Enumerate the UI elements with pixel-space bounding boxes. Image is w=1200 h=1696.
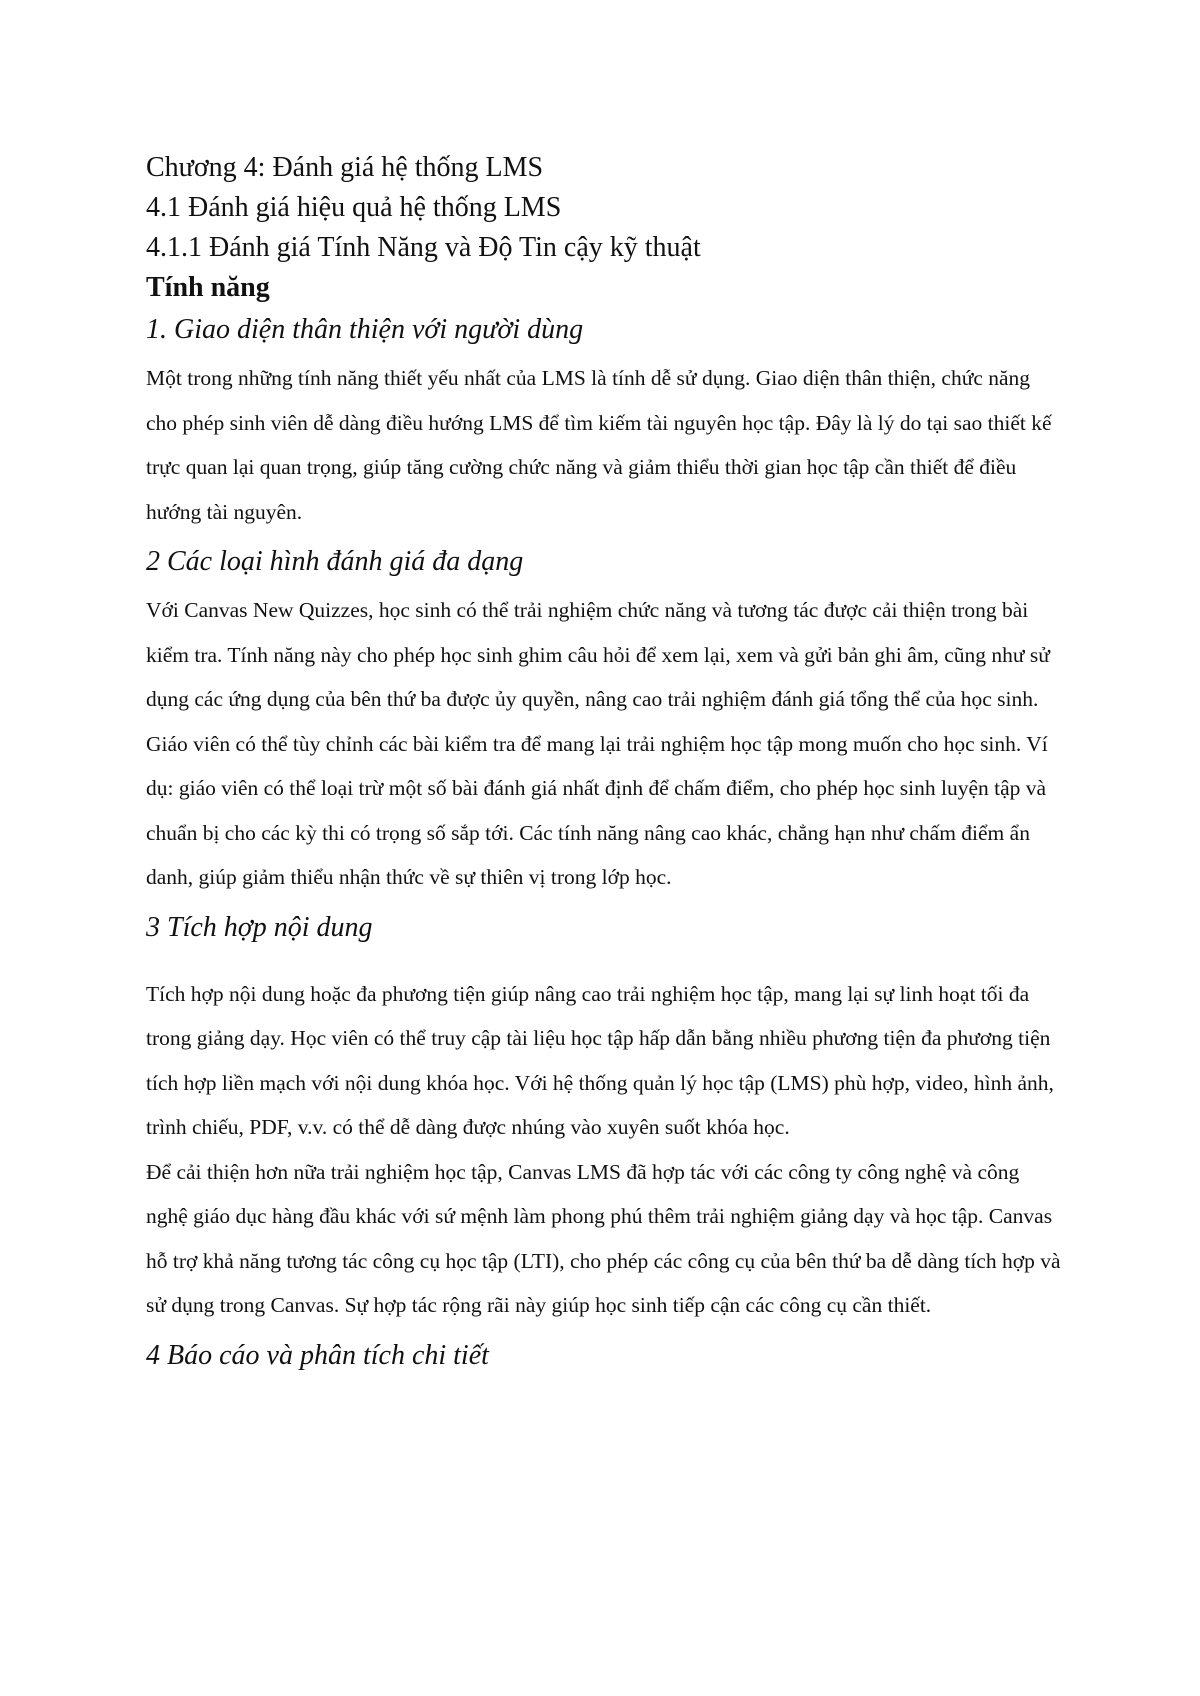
subsection-title: 4.1.1 Đánh giá Tính Năng và Độ Tin cậy kỹ thuật xyxy=(146,232,701,263)
item-2-paragraph-1: Với Canvas New Quizzes, học sinh có thể trải nghiệm chức năng và tương tác được cải thiện trong bài kiểm tra. Tính năng này cho phép học sinh ghim câu hỏi để xem lại, xem và gửi bản ghi âm, cũng như sử dụng các ứng dụng của bên thứ ba được ủy quyền, nâng cao trải nghiệm đánh giá tổng thể của học sinh. xyxy=(146,598,1050,711)
features-heading: Tính năng xyxy=(146,272,270,303)
document-page xyxy=(146,148,1066,1382)
chapter-title: Chương 4: Đánh giá hệ thống LMS xyxy=(146,152,544,183)
item-1-paragraph-1: Một trong những tính năng thiết yếu nhất của LMS là tính dễ sử dụng. Giao diện thân thiện, chức năng cho phép sinh viên dễ dàng điều hướng LMS để tìm kiếm tài nguyên học tập. Đây là lý do tại sao thiết kế trực quan lại quan trọng, giúp tăng cường chức năng và giảm thiểu thời gian học tập cần thiết để điều hướng tài nguyên. xyxy=(146,366,1052,524)
item-heading-2: 2 Các loại hình đánh giá đa dạng xyxy=(146,546,524,577)
item-heading-4: 4 Báo cáo và phân tích chi tiết xyxy=(146,1339,489,1371)
item-heading-1: 1. Giao diện thân thiện với người dùng xyxy=(146,314,584,345)
item-heading-3: 3 Tích hợp nội dung xyxy=(146,911,373,943)
item-2-paragraph-2: Giáo viên có thể tùy chỉnh các bài kiểm tra để mang lại trải nghiệm học tập mong muốn cho học sinh. Ví dụ: giáo viên có thể loại trừ một số bài đánh giá nhất định để chấm điểm, cho phép học sinh luyện tập và chuẩn bị cho các kỳ thi có trọng số sắp tới. Các tính năng nâng cao khác, chẳng hạn như chấm điểm ẩn danh, giúp giảm thiểu nhận thức về sự thiên vị trong lớp học. xyxy=(146,731,1048,889)
section-title: 4.1 Đánh giá hiệu quả hệ thống LMS xyxy=(146,192,562,223)
item-3-paragraph-2: Để cải thiện hơn nữa trải nghiệm học tập, Canvas LMS đã hợp tác với các công ty công nghệ và công nghệ giáo dục hàng đầu khác với sứ mệnh làm phong phú thêm trải nghiệm giảng dạy và học tập. Canvas hỗ trợ khả năng tương tác công cụ học tập (LTI), cho phép các công cụ của bên thứ ba dễ dàng tích hợp và sử dụng trong Canvas. Sự hợp tác rộng rãi này giúp học sinh tiếp cận các công cụ cần thiết. xyxy=(146,1159,1061,1317)
item-3-paragraph-1: Tích hợp nội dung hoặc đa phương tiện giúp nâng cao trải nghiệm học tập, mang lại sự linh hoạt tối đa trong giảng dạy. Học viên có thể truy cập tài liệu học tập hấp dẫn bằng nhiều phương tiện đa phương tiện tích hợp liền mạch với nội dung khóa học. Với hệ thống quản lý học tập (LMS) phù hợp, video, hình ảnh, trình chiếu, PDF, v.v. có thể dễ dàng được nhúng vào xuyên suốt khóa học. xyxy=(146,981,1054,1139)
